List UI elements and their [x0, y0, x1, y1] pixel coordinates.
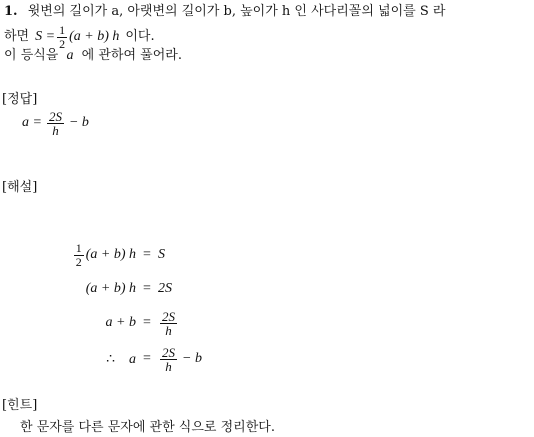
fraction-denominator: 2 — [75, 254, 82, 269]
problem-text-ida: 이다. — [125, 29, 155, 44]
fraction-numerator: 1 — [75, 240, 82, 255]
fraction-denominator: h — [52, 122, 59, 138]
problem-variable-a: a — [66, 48, 74, 63]
solution-step-1 — [22, 238, 165, 272]
step4-rest: − b — [182, 351, 202, 366]
problem-equation-lhs: S = — [35, 29, 56, 44]
equals-sign: = — [143, 281, 151, 296]
step4-lhs-group — [22, 351, 136, 368]
answer-equation — [22, 106, 89, 140]
fraction-numerator: 2S — [48, 108, 62, 124]
answer-fraction — [47, 110, 64, 137]
fraction-numerator: 2S — [162, 308, 175, 324]
step4-fraction — [160, 346, 177, 373]
problem-equation-expr: (a + b) h — [69, 29, 120, 44]
fraction-numerator: 1 — [59, 22, 66, 37]
step1-fraction — [74, 242, 84, 269]
fraction-denominator: 2 — [59, 36, 66, 51]
problem-statement: 윗변의 길이가 a, 아랫변의 길이가 b, 높이가 h 인 사다리꼴의 넓이를 S 라 — [27, 4, 446, 19]
solution-step-3 — [22, 306, 179, 340]
problem-text-suffix: 에 관하여 풀어라. — [81, 48, 182, 63]
answer-rest: − b — [68, 115, 89, 130]
solution-step-4 — [22, 342, 202, 376]
problem-line-3 — [4, 48, 182, 64]
fraction-denominator: h — [165, 322, 172, 338]
problem-number: 1. — [4, 4, 18, 19]
problem-text-prefix: 이 등식을 — [4, 48, 59, 63]
problem-line-1 — [4, 4, 445, 20]
equals-sign: = — [143, 247, 151, 262]
step3-fraction — [160, 310, 177, 337]
hint-label: [힌트] — [2, 398, 38, 413]
answer-lhs: a = — [22, 115, 42, 130]
solution-label: [해설] — [2, 180, 38, 195]
step4-lhs: a — [129, 351, 136, 367]
equals-sign: = — [143, 315, 151, 330]
step3-lhs: a + b — [105, 315, 136, 330]
step1-lhs-expr: (a + b) h — [85, 247, 136, 262]
fraction-denominator: h — [165, 358, 172, 374]
equals-sign: = — [143, 351, 151, 366]
step2-lhs: (a + b) h — [85, 281, 136, 296]
step1-rhs: S — [158, 247, 165, 262]
problem-text-hamyeon: 하면 — [4, 29, 30, 44]
solution-step-2 — [22, 272, 172, 306]
answer-label: [정답] — [2, 92, 38, 107]
step2-rhs: 2S — [158, 281, 172, 296]
therefore-symbol: ∴ — [106, 351, 115, 367]
hint-text: 한 문자를 다른 문자에 관한 식으로 정리한다. — [20, 420, 275, 435]
problem-fraction — [57, 24, 67, 51]
fraction-numerator: 2S — [162, 344, 175, 360]
step-lhs — [22, 242, 136, 269]
